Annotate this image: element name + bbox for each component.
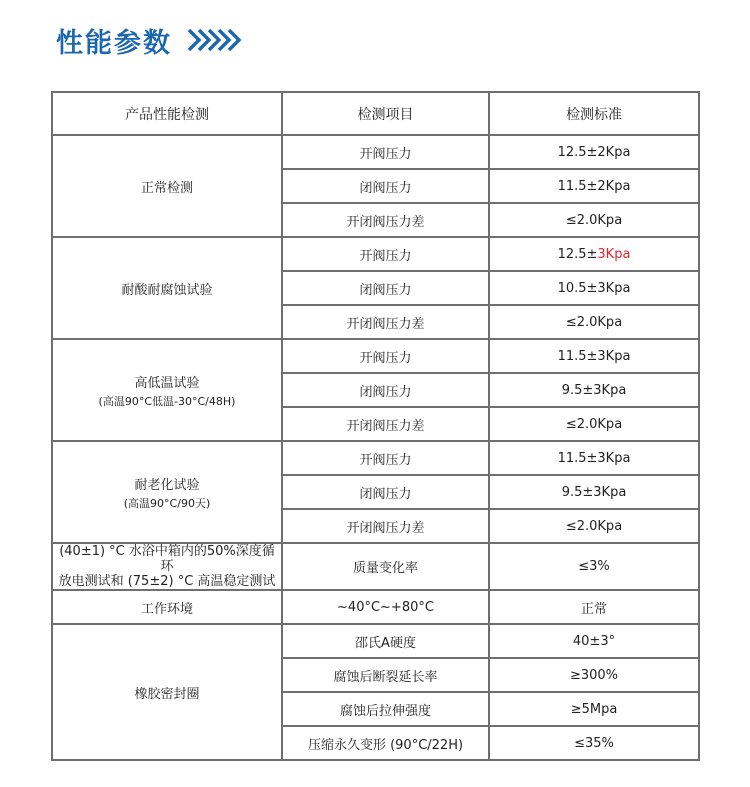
category-label-line2: 放电测试和 (75±2) °C 高温稳定测试 (58, 574, 276, 589)
item-cell: 开闭阀压力差 (282, 509, 489, 543)
standard-cell (489, 237, 699, 271)
table-row (52, 135, 699, 169)
item-cell: ~40°C~+80°C (282, 590, 489, 624)
item-cell: 闭阀压力 (282, 271, 489, 305)
category-cell (52, 590, 282, 624)
item-cell: 开闭阀压力差 (282, 407, 489, 441)
standard-cell: ≤2.0Kpa (489, 305, 699, 339)
item-cell: 开阀压力 (282, 339, 489, 373)
standard-cell: 9.5±3Kpa (489, 373, 699, 407)
category-label: 工作环境 (140, 601, 193, 617)
category-cell (52, 339, 282, 441)
standard-cell: ≥300% (489, 658, 699, 692)
item-cell: 闭阀压力 (282, 373, 489, 407)
standard-cell: 11.5±2Kpa (489, 169, 699, 203)
standard-cell: ≤2.0Kpa (489, 407, 699, 441)
standard-cell: 40±3° (489, 624, 699, 658)
column-header-item: 检测项目 (282, 92, 489, 135)
item-cell: 闭阀压力 (282, 169, 489, 203)
standard-cell: 10.5±3Kpa (489, 271, 699, 305)
standard-cell: ≤2.0Kpa (489, 509, 699, 543)
category-cell (52, 441, 282, 543)
category-label: 橡胶密封圈 (134, 686, 200, 702)
category-label-line1: (40±1) °C 水浴中箱内的50%深度循环 (59, 544, 275, 574)
item-cell: 闭阀压力 (282, 475, 489, 509)
item-cell: 开阀压力 (282, 237, 489, 271)
standard-cell: 正常 (489, 590, 699, 624)
item-cell: 开闭阀压力差 (282, 203, 489, 237)
item-cell: 邵氏A硬度 (282, 624, 489, 658)
item-cell: 质量变化率 (282, 543, 489, 590)
section-title: 性能参数 (56, 27, 172, 59)
item-cell: 开阀压力 (282, 135, 489, 169)
performance-spec-table (51, 91, 700, 761)
category-label: 耐老化试验 (134, 477, 200, 493)
category-cell (52, 624, 282, 760)
table-row (52, 624, 699, 658)
standard-cell: ≤2.0Kpa (489, 203, 699, 237)
category-cell (52, 237, 282, 339)
standard-prefix: 12.5± (557, 246, 598, 262)
table-row (52, 339, 699, 373)
table-row (52, 543, 699, 590)
item-cell: 开阀压力 (282, 441, 489, 475)
category-label: 高低温试验 (134, 375, 200, 391)
standard-cell: 11.5±3Kpa (489, 339, 699, 373)
table-row (52, 237, 699, 271)
category-cell (52, 135, 282, 237)
standard-cell: ≥5Mpa (489, 692, 699, 726)
column-header-category: 产品性能检测 (52, 92, 282, 135)
standard-red-part: 3Kpa (597, 246, 631, 262)
table-header-row (52, 92, 699, 135)
category-label: 耐酸耐腐蚀试验 (121, 282, 213, 298)
section-header (56, 20, 258, 60)
triple-chevron-right-icon (186, 27, 258, 53)
standard-cell: ≤3% (489, 543, 699, 590)
category-label: 正常检测 (140, 180, 193, 196)
item-cell: 腐蚀后断裂延长率 (282, 658, 489, 692)
item-cell: 压缩永久变形 (90°C/22H) (282, 726, 489, 760)
column-header-standard: 检测标准 (489, 92, 699, 135)
standard-cell: 11.5±3Kpa (489, 441, 699, 475)
table-row (52, 590, 699, 624)
category-sub-label: (高温90°C低温-30°C/48H) (98, 394, 236, 408)
item-cell: 开闭阀压力差 (282, 305, 489, 339)
standard-cell: ≤35% (489, 726, 699, 760)
table-row (52, 441, 699, 475)
category-sub-label: (高温90°C/90天) (123, 496, 211, 510)
category-cell (52, 543, 282, 590)
standard-cell: 12.5±2Kpa (489, 135, 699, 169)
standard-cell: 9.5±3Kpa (489, 475, 699, 509)
item-cell: 腐蚀后拉伸强度 (282, 692, 489, 726)
